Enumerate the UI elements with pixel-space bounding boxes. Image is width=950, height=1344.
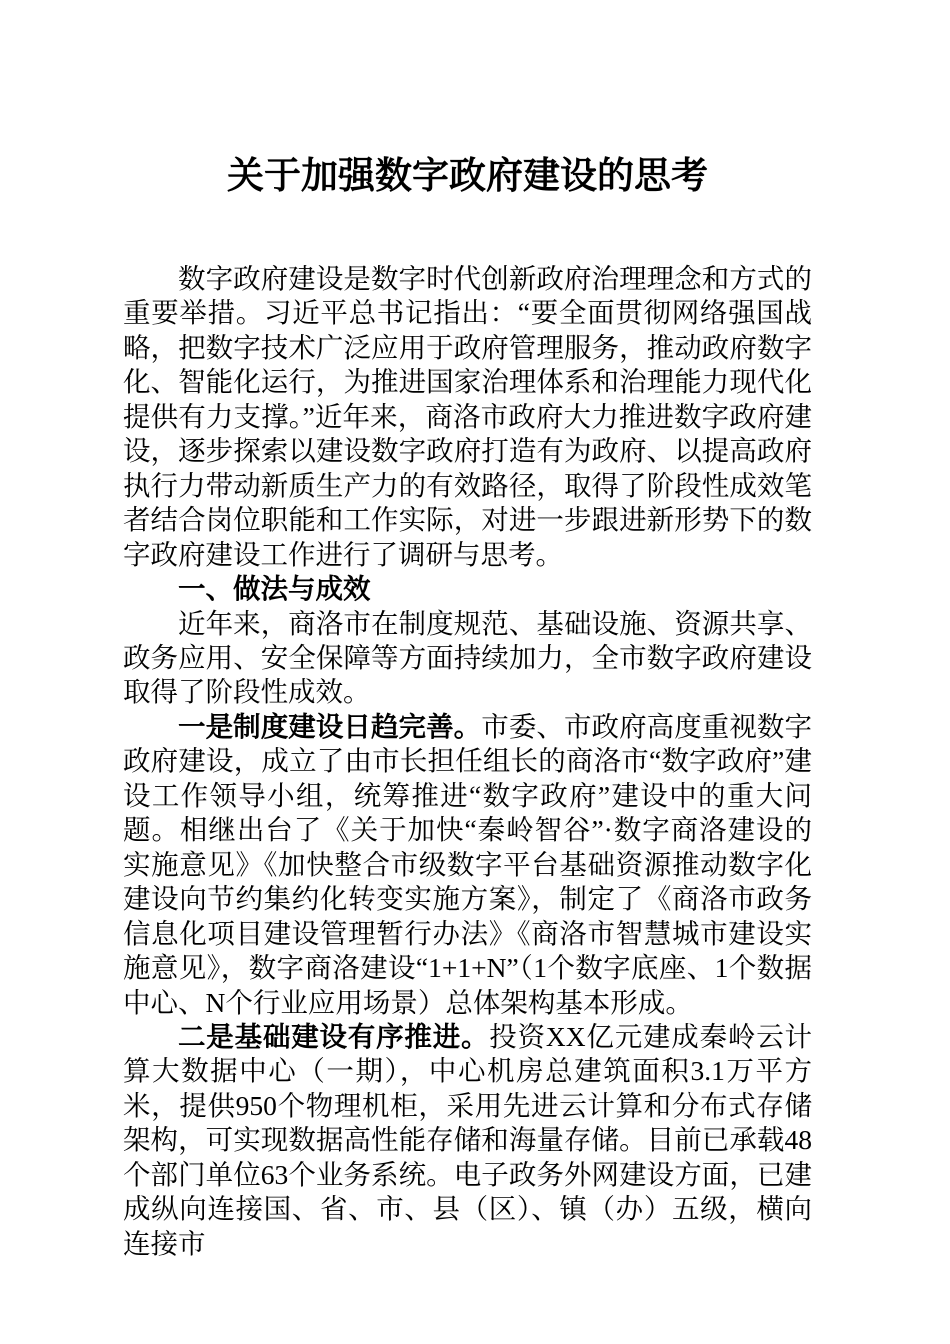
point-2-text: 投资XX亿元建成秦岭云计算大数据中心（一期），中心机房总建筑面积3.1万平方米，提供950个物理机柜，采用先进云计算和分布式存储架构，可实现数据高性能存储和海量存储。目前已承载48个部门单位63个业务系统。电子政务外网建设方面，已建成纵向连接国、省、市、县（区）、镇（办）五级，横向连接市: [123, 1020, 813, 1259]
section-1-intro-paragraph: 近年来，商洛市在制度规范、基础设施、资源共享、政务应用、安全保障等方面持续加力，全市数字政府建设取得了阶段性成效。: [123, 607, 812, 708]
point-2-paragraph: [123, 1020, 812, 1261]
document-title: 关于加强数字政府建设的思考: [227, 156, 708, 197]
point-2-lead: 二是基础建设有序推进。: [178, 1020, 490, 1052]
intro-paragraph: 数字政府建设是数字时代创新政府治理理念和方式的重要举措。习近平总书记指出：“要全面贯彻网络强国战略，把数字技术广泛应用于政府管理服务，推动政府数字化、智能化运行，为推进国家治理体系和治理能力现代化提供有力支撑。”近年来，商洛市政府大力推进数字政府建设，逐步探索以建设数字政府打造有为政府、以提高政府执行力带动新质生产力的有效路径，取得了阶段性成效笔者结合岗位职能和工作实际，对进一步跟进新形势下的数字政府建设工作进行了调研与思考。: [123, 263, 812, 570]
point-1-text: 市委、市政府高度重视数字政府建设，成立了由市长担任组长的商洛市“数字政府”建设工作领导小组，统筹推进“数字政府”建设中的重大问题。相继出台了《关于加快“秦岭智谷”·数字商洛建设的实施意见》《加快整合市级数字平台基础资源推动数字化建设向节约集约化转变实施方案》，制定了《商洛市政务信息化项目建设管理暂行办法》《商洛市智慧城市建设实施意见》，数字商洛建设“1+1+N”（1个数字底座、1个数据中心、N个行业应用场景）总体架构基本形成。: [123, 710, 812, 1018]
section-1-heading: 一、做法与成效: [178, 573, 371, 605]
document-body: [123, 262, 812, 1261]
point-1-paragraph: [123, 710, 812, 1020]
point-1-lead: 一是制度建设日趋完善。: [178, 710, 482, 742]
